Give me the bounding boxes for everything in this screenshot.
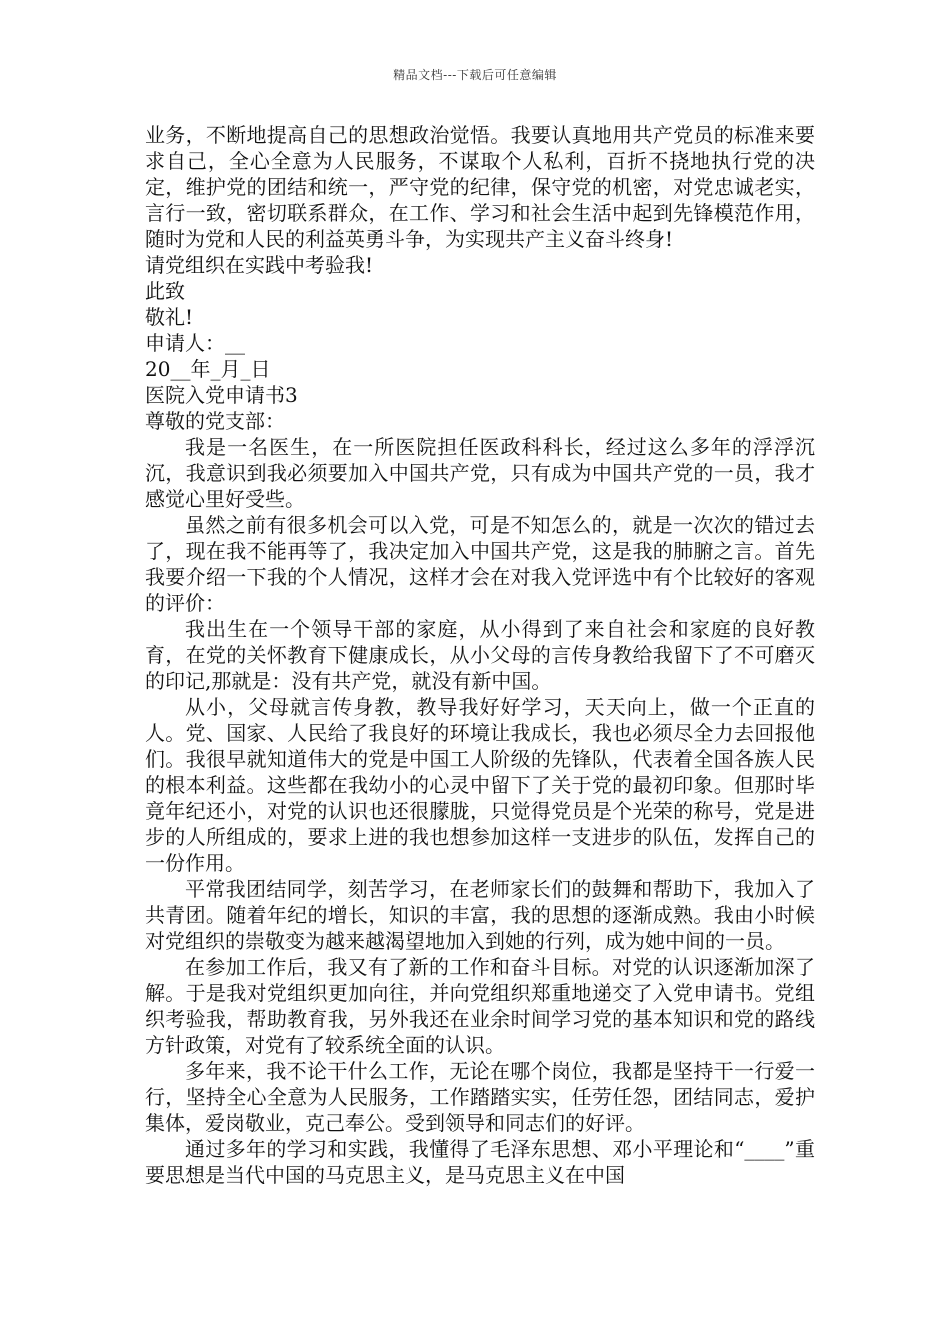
applicant-line: 申请人：__ <box>145 331 245 355</box>
paragraph: 虽然之前有很多机会可以入党，可是不知怎么的，就是一次次的错过去了，现在我不能再等了，我决定加入中国共产党，这是我的肺腑之言。首先我要介绍一下我的个人情况，这样才会在对我入党评选中有个比较好的客观的评价： <box>145 513 815 615</box>
salutation-line: 此致 <box>145 279 185 303</box>
section-title: 医院入党申请书3 <box>145 383 298 407</box>
date-line: 20__年_月_日 <box>145 357 271 381</box>
paragraph: 通过多年的学习和实践，我懂得了毛泽东思想、邓小平理论和“____”重要思想是当代中国的马克思主义，是马克思主义在中国 <box>145 1137 815 1187</box>
paragraph: 多年来，我不论干什么工作，无论在哪个岗位，我都是坚持干一行爱一行，坚持全心全意为人民服务，工作踏踏实实，任劳任怨，团结同志，爱护集体，爱岗敬业，克己奉公。受到领导和同志们的好评。 <box>145 1059 815 1135</box>
addressee-line: 尊敬的党支部： <box>145 409 285 433</box>
paragraph: 从小，父母就言传身教，教导我好好学习，天天向上，做一个正直的人。党、国家、人民给了我良好的环境让我成长，我也必须尽全力去回报他们。我很早就知道伟大的党是中国工人阶级的先锋队，代表着全国各族人民的根本利益。这些都在我幼小的心灵中留下了关于党的最初印象。但那时毕竟年纪还小，对党的认识也还很朦胧，只觉得党员是个光荣的称号，党是进步的人所组成的，要求上进的我也想参加这样一支进步的队伍，发挥自己的一份作用。 <box>145 695 815 875</box>
paragraph-continuation: 业务，不断地提高自己的思想政治觉悟。我要认真地用共产党员的标准来要求自己，全心全意为人民服务，不谋取个人私利，百折不挠地执行党的决定，维护党的团结和统一，严守党的纪律，保守党的机密，对党忠诚老实，言行一致，密切联系群众，在工作、学习和社会生活中起到先锋模范作用，随时为党和人民的利益英勇斗争，为实现共产主义奋斗终身! <box>145 123 815 251</box>
paragraph: 平常我团结同学，刻苦学习，在老师家长们的鼓舞和帮助下，我加入了共青团。随着年纪的增长，知识的丰富，我的思想的逐渐成熟。我由小时候对党组织的崇敬变为越来越渴望地加入到她的行列，成为她中间的一员。 <box>145 877 815 953</box>
closing-line: 敬礼! <box>145 305 194 329</box>
paragraph: 在参加工作后，我又有了新的工作和奋斗目标。对党的认识逐渐加深了解。于是我对党组织更加向往，并向党组织郑重地递交了入党申请书。党组织考验我，帮助教育我，另外我还在业余时间学习党的基本知识和党的路线方针政策，对党有了较系统全面的认识。 <box>145 955 815 1057</box>
paragraph: 我出生在一个领导干部的家庭，从小得到了来自社会和家庭的良好教育，在党的关怀教育下健康成长，从小父母的言传身教给我留下了不可磨灭的印记,那就是：没有共产党，就没有新中国。 <box>145 617 815 693</box>
paragraph: 我是一名医生，在一所医院担任医政科科长，经过这么多年的浮浮沉沉，我意识到我必须要加入中国共产党，只有成为中国共产党的一员，我才感觉心里好受些。 <box>145 435 815 511</box>
page-header-note: 精品文档---下载后可任意编辑 <box>393 68 557 82</box>
request-line: 请党组织在实践中考验我! <box>145 253 374 277</box>
document-body <box>145 122 815 1188</box>
